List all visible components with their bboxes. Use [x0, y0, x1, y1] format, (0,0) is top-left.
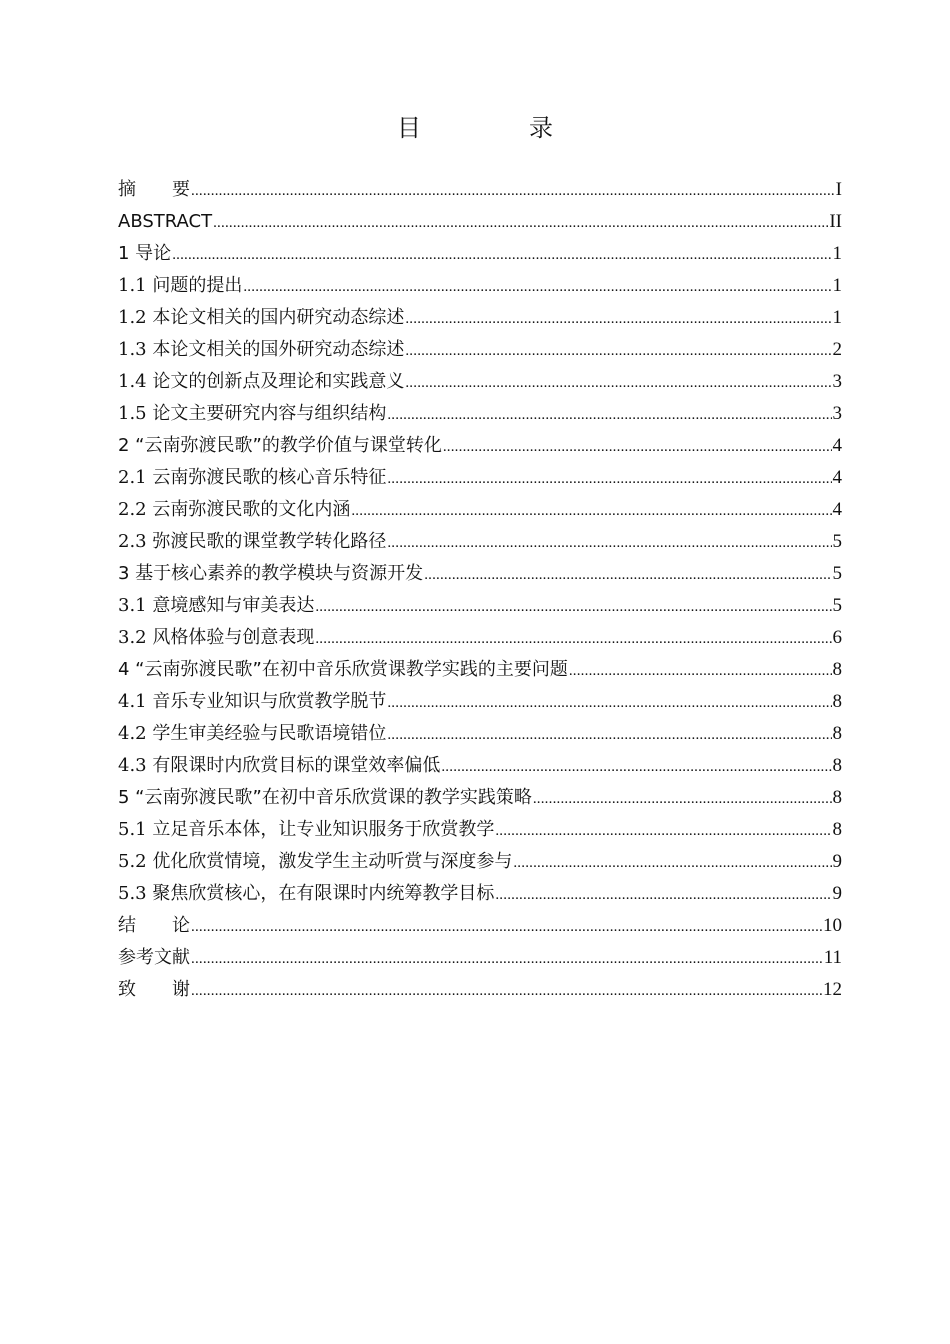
toc-entry[interactable] [118, 366, 842, 398]
toc-page-number: 8 [832, 659, 842, 680]
toc-leader-dots [387, 463, 831, 495]
toc-page-number: 4 [832, 467, 842, 488]
toc-page-number: 1 [832, 243, 842, 264]
toc-leader-dots [405, 367, 831, 399]
toc-leader-dots [441, 751, 831, 783]
toc-entry-text: 致 谢 [118, 979, 190, 1000]
toc-page-number: 1 [832, 275, 842, 296]
toc-leader-dots [315, 591, 831, 623]
toc-page-number: 5 [832, 563, 842, 584]
toc-entry[interactable] [118, 878, 842, 910]
toc-entry[interactable] [118, 814, 842, 846]
toc-entry[interactable] [118, 910, 842, 942]
toc-entry[interactable] [118, 238, 842, 270]
toc-page-number: 11 [823, 947, 842, 968]
toc-leader-dots [443, 431, 832, 463]
toc-leader-dots [243, 271, 831, 303]
toc-page-number: 8 [832, 723, 842, 744]
toc-page-number: 3 [832, 403, 842, 424]
toc-entry-text: 1.4 论文的创新点及理论和实践意义 [118, 371, 405, 392]
toc-page-number: 5 [832, 595, 842, 616]
toc-entry[interactable] [118, 398, 842, 430]
toc-entry[interactable] [118, 654, 842, 686]
toc-leader-dots [213, 207, 828, 239]
toc-entry-text: 2 “云南弥渡民歌”的教学价值与课堂转化 [118, 435, 442, 456]
toc-entry-text: 2.1 云南弥渡民歌的核心音乐特征 [118, 467, 387, 488]
toc-entry[interactable] [118, 270, 842, 302]
toc-entry[interactable] [118, 974, 842, 1006]
toc-leader-dots [191, 911, 822, 943]
toc-entry-text: 5.3 聚焦欣赏核心，在有限课时内统筹教学目标 [118, 883, 495, 904]
toc-leader-dots [424, 559, 831, 591]
toc-leader-dots [387, 527, 831, 559]
toc-entry-text: 3.1 意境感知与审美表达 [118, 595, 315, 616]
toc-page-number: I [835, 179, 842, 200]
toc-entry-text: 1 导论 [118, 243, 172, 264]
toc-page-number: II [829, 211, 842, 232]
toc-leader-dots [405, 303, 831, 335]
toc-entry[interactable] [118, 462, 842, 494]
toc-leader-dots [315, 623, 831, 655]
toc-entry[interactable] [118, 174, 842, 206]
toc-page-number: 9 [832, 883, 842, 904]
toc-page-number: 8 [832, 691, 842, 712]
toc-page-number: 10 [823, 915, 842, 936]
toc-leader-dots [495, 815, 831, 847]
table-of-contents [118, 174, 842, 1006]
toc-entry[interactable] [118, 558, 842, 590]
toc-entry[interactable] [118, 942, 842, 974]
toc-entry-text: ABSTRACT [118, 211, 213, 232]
toc-entry-text: 4.2 学生审美经验与民歌语境错位 [118, 723, 387, 744]
toc-entry[interactable] [118, 494, 842, 526]
toc-entry-text: 2.3 弥渡民歌的课堂教学转化路径 [118, 531, 387, 552]
toc-leader-dots [405, 335, 831, 367]
toc-page-number: 8 [832, 755, 842, 776]
toc-entry-text: 4.3 有限课时内欣赏目标的课堂效率偏低 [118, 755, 441, 776]
toc-page-number: 6 [832, 627, 842, 648]
toc-entry[interactable] [118, 430, 842, 462]
toc-entry-text: 1.2 本论文相关的国内研究动态综述 [118, 307, 405, 328]
toc-page-number: 4 [832, 499, 842, 520]
toc-entry[interactable] [118, 590, 842, 622]
toc-entry[interactable] [118, 782, 842, 814]
toc-entry-text: 3.2 风格体验与创意表现 [118, 627, 315, 648]
toc-entry[interactable] [118, 206, 842, 238]
toc-entry-text: 5.2 优化欣赏情境，激发学生主动听赏与深度参与 [118, 851, 513, 872]
toc-title: 目 录 [397, 114, 595, 142]
toc-page-number: 2 [832, 339, 842, 360]
toc-leader-dots [387, 687, 831, 719]
toc-page-number: 8 [832, 819, 842, 840]
toc-leader-dots [533, 783, 832, 815]
toc-entry[interactable] [118, 302, 842, 334]
toc-entry-text: 1.1 问题的提出 [118, 275, 243, 296]
toc-entry-text: 4.1 音乐专业知识与欣赏教学脱节 [118, 691, 387, 712]
toc-entry-text: 5 “云南弥渡民歌”在初中音乐欣赏课的教学实践策略 [118, 787, 532, 808]
toc-page-number: 12 [823, 979, 842, 1000]
toc-page-number: 4 [832, 435, 842, 456]
toc-leader-dots [191, 943, 823, 975]
toc-entry-text: 2.2 云南弥渡民歌的文化内涵 [118, 499, 351, 520]
toc-entry[interactable] [118, 526, 842, 558]
toc-entry[interactable] [118, 334, 842, 366]
toc-entry-text: 3 基于核心素养的教学模块与资源开发 [118, 563, 424, 584]
toc-entry-text: 1.3 本论文相关的国外研究动态综述 [118, 339, 405, 360]
toc-page-number: 5 [832, 531, 842, 552]
toc-entry-text: 1.5 论文主要研究内容与组织结构 [118, 403, 387, 424]
toc-entry[interactable] [118, 846, 842, 878]
toc-leader-dots [513, 847, 831, 879]
toc-leader-dots [495, 879, 831, 911]
toc-entry[interactable] [118, 718, 842, 750]
toc-page-number: 3 [832, 371, 842, 392]
toc-page-number: 8 [832, 787, 842, 808]
toc-leader-dots [172, 239, 831, 271]
toc-leader-dots [191, 975, 822, 1007]
toc-leader-dots [351, 495, 831, 527]
toc-page-number: 9 [832, 851, 842, 872]
toc-entry[interactable] [118, 686, 842, 718]
toc-entry-text: 摘 要 [118, 179, 190, 200]
toc-entry-text: 参考文献 [118, 947, 190, 968]
toc-entry[interactable] [118, 622, 842, 654]
toc-page-number: 1 [832, 307, 842, 328]
toc-leader-dots [191, 175, 835, 207]
toc-entry-text: 结 论 [118, 915, 190, 936]
toc-entry-text: 5.1 立足音乐本体，让专业知识服务于欣赏教学 [118, 819, 495, 840]
toc-leader-dots [569, 655, 832, 687]
toc-leader-dots [387, 719, 831, 751]
toc-entry-text: 4 “云南弥渡民歌”在初中音乐欣赏课教学实践的主要问题 [118, 659, 568, 680]
toc-entry[interactable] [118, 750, 842, 782]
toc-leader-dots [387, 399, 831, 431]
